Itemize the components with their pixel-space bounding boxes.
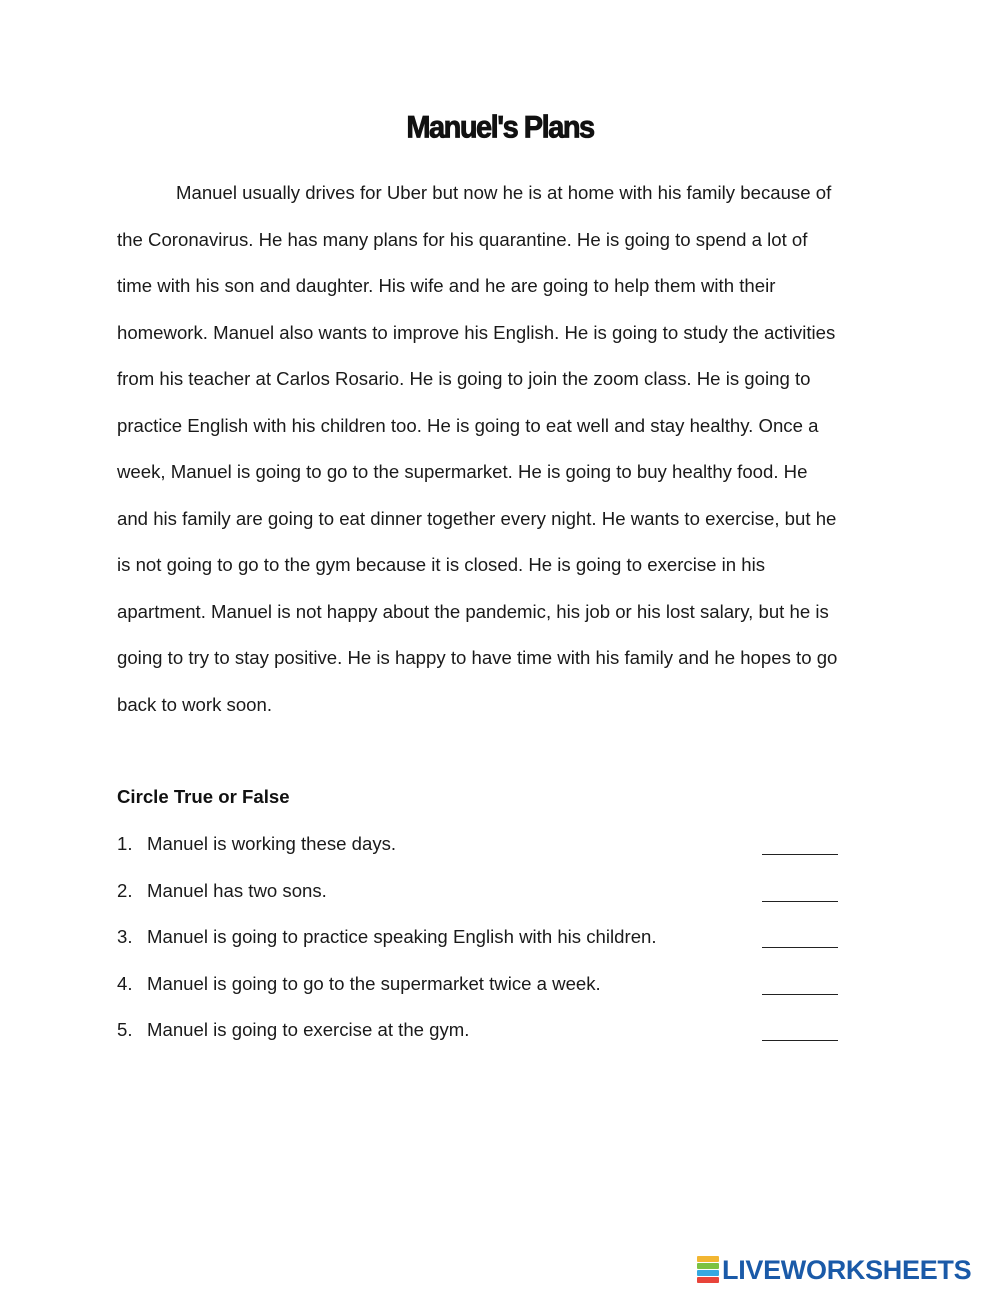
question-number: 4. <box>117 972 133 994</box>
passage-line: and his family are going to eat dinner together every night. He wants to exercise, but he <box>117 507 837 529</box>
question-number: 3. <box>117 926 133 947</box>
quiz-heading: Circle True or False <box>117 786 290 807</box>
page-title: Manuel's Plans <box>406 110 594 146</box>
answer-blank[interactable] <box>762 1016 838 1041</box>
passage-line: apartment. Manuel is not happy about the pandemic, his job or his lost salary, but he is <box>117 600 829 622</box>
question-number: 2. <box>117 879 133 901</box>
question-text: Manuel is going to go to the supermarket twice a week. <box>147 972 601 994</box>
passage-line: is not going to go to the gym because it is closed. He is going to exercise in his <box>117 554 766 575</box>
passage-line: practice English with his children too. He is going to eat well and stay healthy. Once a <box>117 414 819 436</box>
passage-line: week, Manuel is going to go to the supermarket. He is going to buy healthy food. He <box>117 461 808 482</box>
question-text: Manuel is working these days. <box>147 833 397 854</box>
question-item <box>117 923 847 970</box>
passage-line: homework. Manuel also wants to improve his English. He is going to study the activities <box>117 321 836 343</box>
reading-passage <box>117 170 887 728</box>
true-false-list <box>117 830 847 1063</box>
answer-blank[interactable] <box>762 830 838 855</box>
question-number: 5. <box>117 1019 133 1040</box>
question-number: 1. <box>117 833 133 854</box>
answer-blank[interactable] <box>762 923 838 948</box>
passage-line: Manuel usually drives for Uber but now he is at home with his family because of <box>176 182 832 203</box>
liveworksheets-branding <box>697 1256 971 1284</box>
question-item <box>117 877 847 924</box>
passage-line: going to try to stay positive. He is happy to have time with his family and he hopes to go <box>117 647 838 668</box>
question-text: Manuel is going to practice speaking English with his children. <box>147 926 657 947</box>
passage-line: the Coronavirus. He has many plans for his quarantine. He is going to spend a lot of <box>117 228 808 250</box>
question-text: Manuel has two sons. <box>147 879 327 901</box>
passage-line: time with his son and daughter. His wife and he are going to help them with their <box>117 275 776 296</box>
brand-label: LIVEWORKSHEETS <box>722 1254 972 1285</box>
question-item <box>117 1016 847 1063</box>
liveworksheets-logo-icon <box>697 1256 719 1284</box>
passage-line: back to work soon. <box>117 693 273 715</box>
question-item <box>117 830 847 877</box>
answer-blank[interactable] <box>762 877 838 902</box>
question-item <box>117 970 847 1017</box>
passage-line: from his teacher at Carlos Rosario. He is going to join the zoom class. He is going to <box>117 368 811 389</box>
answer-blank[interactable] <box>762 970 838 995</box>
question-text: Manuel is going to exercise at the gym. <box>147 1019 470 1040</box>
